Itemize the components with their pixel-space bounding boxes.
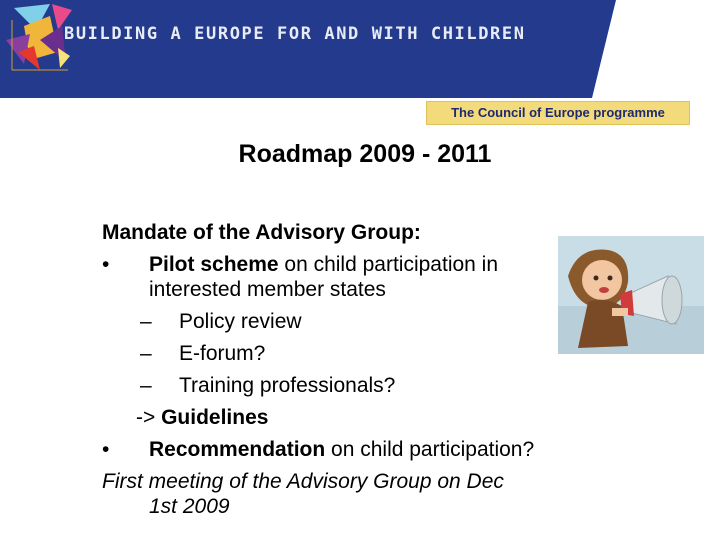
slide-title: Roadmap 2009 - 2011: [238, 140, 492, 168]
meeting-line-2: 1st 2009: [149, 495, 230, 518]
pilot-scheme-continuation: interested member states: [149, 278, 386, 301]
pilot-scheme-bold: Pilot scheme: [149, 253, 279, 276]
bullet-marker: •: [102, 438, 110, 461]
banner-title: BUILDING A EUROPE FOR AND WITH CHILDREN: [64, 24, 526, 44]
dash-marker: –: [140, 342, 152, 365]
programme-label: The Council of Europe programme: [451, 105, 665, 120]
dash-marker: –: [140, 310, 152, 333]
meeting-line-1: First meeting of the Advisory Group on Dec: [102, 470, 504, 493]
subitem-text: Training professionals?: [179, 374, 396, 397]
mandate-heading: Mandate of the Advisory Group:: [102, 221, 421, 244]
bullet-marker: •: [102, 253, 110, 276]
guidelines-line: [136, 402, 268, 434]
dash-marker: –: [140, 374, 152, 397]
recommendation-rest: on child participation?: [325, 438, 535, 461]
subitem-text: E-forum?: [179, 342, 266, 365]
header-banner: [0, 0, 720, 125]
recommendation-bold: Recommendation: [149, 438, 326, 461]
subitem-text: Policy review: [179, 310, 302, 333]
council-of-europe-logo: [0, 0, 80, 80]
programme-label-box: [426, 101, 690, 125]
child-megaphone-illustration: [558, 236, 704, 354]
pilot-scheme-rest: on child participation in: [278, 253, 499, 276]
arrow-prefix: ->: [136, 406, 162, 429]
guidelines-bold: Guidelines: [161, 406, 269, 429]
